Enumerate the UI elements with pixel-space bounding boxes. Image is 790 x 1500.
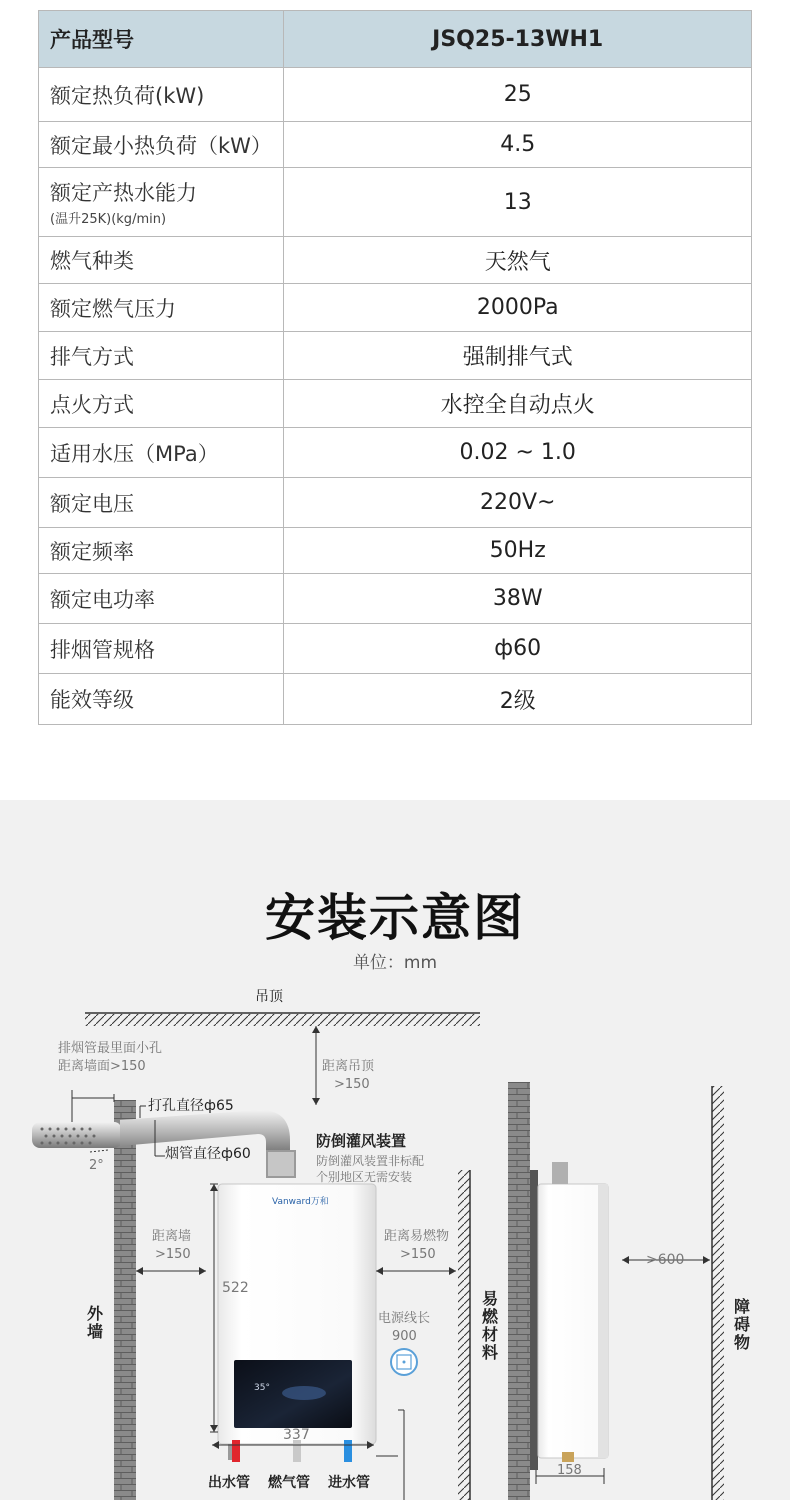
ceiling-label: 吊顶 <box>255 989 283 1005</box>
flue-hole-note-2: 距离墙面>150 <box>58 1059 146 1074</box>
flammable-material-label: 易燃材料 <box>481 1289 498 1362</box>
ceiling-distance-2: >150 <box>334 1077 370 1092</box>
flammable-distance-2: >150 <box>400 1247 436 1262</box>
spec-label: 排气方式 <box>39 332 284 380</box>
diagram-title: 安装示意图 <box>265 889 525 947</box>
spec-row <box>39 237 752 284</box>
spec-row <box>39 284 752 332</box>
front-clearance: >600 <box>646 1252 685 1268</box>
water-heater-front <box>218 1184 376 1462</box>
outlet-pipe-label: 出水管 <box>208 1475 250 1491</box>
spec-value: 50Hz <box>284 528 752 574</box>
spec-label: 额定频率 <box>39 528 284 574</box>
slope-label: 2° <box>89 1158 104 1173</box>
spec-row <box>39 380 752 428</box>
spec-row <box>39 674 752 725</box>
backdraft-note-2: 个别地区无需安装 <box>316 1170 413 1184</box>
spec-label-cell <box>39 168 284 237</box>
brand-logo: Vanward万和 <box>272 1197 329 1207</box>
spec-value: 4.5 <box>284 122 752 168</box>
power-socket-icon <box>391 1349 417 1375</box>
ceiling-distance-1: 距离吊顶 <box>322 1059 375 1074</box>
spec-row <box>39 624 752 674</box>
spec-row <box>39 332 752 380</box>
flue-hole-note-1: 排烟管最里面小孔 <box>58 1041 163 1056</box>
spec-value: 强制排气式 <box>284 332 752 380</box>
cord-length: 900 <box>392 1329 417 1344</box>
spec-label: 额定电压 <box>39 478 284 528</box>
backdraft-title: 防倒灌风装置 <box>316 1132 407 1150</box>
spec-value: ф60 <box>284 624 752 674</box>
spec-label: 额定产热水能力 <box>50 181 197 205</box>
spec-value: 2000Pa <box>284 284 752 332</box>
outer-wall-label: 外墙 <box>86 1304 103 1341</box>
spec-label: 额定燃气压力 <box>39 284 284 332</box>
spec-value: 38W <box>284 574 752 624</box>
spec-label: 额定电功率 <box>39 574 284 624</box>
ceiling <box>85 1013 480 1026</box>
spec-header-label: 产品型号 <box>39 11 284 68</box>
drill-diameter-label: 打孔直径ф65 <box>148 1098 234 1114</box>
height-dimension: 522 <box>222 1280 249 1296</box>
spec-row <box>39 478 752 528</box>
spec-label: 额定最小热负荷（kW） <box>39 122 284 168</box>
wall-distance-1: 距离墙 <box>152 1229 192 1244</box>
spec-value: 0.02 ~ 1.0 <box>284 428 752 478</box>
spec-table <box>38 10 752 725</box>
backdraft-note-1: 防倒灌风装置非标配 <box>316 1154 425 1168</box>
spec-row <box>39 122 752 168</box>
spec-label: 能效等级 <box>39 674 284 725</box>
spec-value: 天然气 <box>284 237 752 284</box>
obstacle-label: 障碍物 <box>733 1297 750 1352</box>
spec-label: 点火方式 <box>39 380 284 428</box>
outer-wall-left <box>114 1100 136 1500</box>
spec-value: 220V~ <box>284 478 752 528</box>
spec-value: 2级 <box>284 674 752 725</box>
spec-row <box>39 528 752 574</box>
flammable-distance-1: 距离易燃物 <box>384 1229 450 1244</box>
wall-right <box>508 1082 530 1500</box>
diagram-unit: 单位：mm <box>352 953 438 973</box>
wall-distance-2: >150 <box>155 1247 191 1262</box>
obstacle-wall <box>712 1086 724 1500</box>
spec-value: 25 <box>284 68 752 122</box>
depth-dimension: 158 <box>557 1463 582 1478</box>
pipe-diameter-label: 烟管直径ф60 <box>165 1146 251 1162</box>
cord-label: 电源线长 <box>378 1311 431 1326</box>
spec-sublabel: (温升25K)(kg/min) <box>50 212 167 227</box>
display-temperature: 35° <box>254 1383 270 1393</box>
spec-row <box>39 168 752 237</box>
spec-label: 适用水压（MPa） <box>39 428 284 478</box>
diagram-drawing <box>0 800 790 1500</box>
spec-value: 水控全自动点火 <box>284 380 752 428</box>
installation-diagram <box>0 800 790 1500</box>
spec-row <box>39 574 752 624</box>
spec-value: 13 <box>284 168 752 237</box>
spec-row <box>39 428 752 478</box>
spec-row <box>39 68 752 122</box>
spec-label: 额定热负荷(kW) <box>39 68 284 122</box>
width-dimension: 337 <box>283 1427 310 1443</box>
spec-header-row <box>39 11 752 68</box>
gas-pipe-label: 燃气管 <box>268 1475 310 1491</box>
inlet-pipe-label: 进水管 <box>328 1475 370 1491</box>
water-heater-side <box>530 1162 608 1470</box>
spec-label: 排烟管规格 <box>39 624 284 674</box>
spec-label: 燃气种类 <box>39 237 284 284</box>
spec-header-value: JSQ25-13WH1 <box>284 11 752 68</box>
flammable-wall <box>458 1170 470 1500</box>
